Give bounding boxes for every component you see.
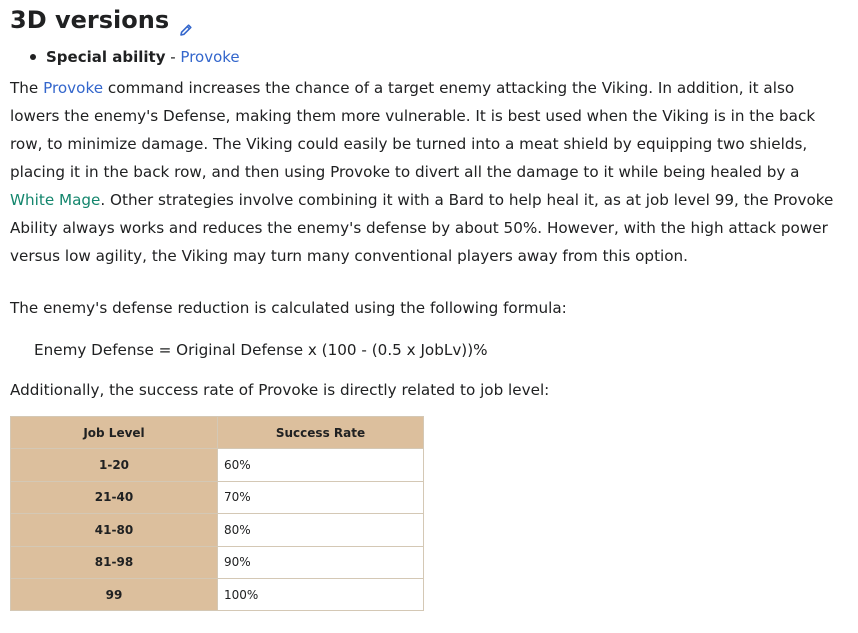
job-level-cell: 99	[11, 578, 218, 610]
special-ability-label: Special ability	[46, 48, 166, 66]
success-rate-cell: 70%	[218, 481, 424, 513]
table-row	[11, 514, 424, 546]
formula-intro: The enemy's defense reduction is calculated using the following formula:	[10, 299, 567, 317]
bullet-dot	[30, 54, 36, 60]
job-level-cell: 21-40	[11, 481, 218, 513]
success-rate-cell: 60%	[218, 449, 424, 481]
white-mage-link[interactable]: White Mage	[10, 191, 101, 209]
section-title: 3D versions	[10, 6, 170, 34]
success-rate-cell: 90%	[218, 546, 424, 578]
special-ability-item	[30, 46, 240, 68]
success-rate-cell: 100%	[218, 578, 424, 610]
bullet-separator: -	[165, 48, 181, 66]
paragraph-text: command increases the chance of a target enemy attacking the Viking. In addition, it also lowers the enemy's Defense, making them more vulnerable. It is best used when the Viking is in the back row, to minimize damage. The Viking could easily be turned into a meat shield by equipping two shields, placing it in the back row, and then using Provoke to divert all the damage to it while being healed by a	[10, 79, 816, 181]
success-rate-intro: Additionally, the success rate of Provoke is directly related to job level:	[10, 381, 550, 399]
provoke-link[interactable]: Provoke	[180, 48, 240, 66]
job-level-cell: 1-20	[11, 449, 218, 481]
success-rate-header: Success Rate	[218, 417, 424, 449]
table-row	[11, 546, 424, 578]
job-level-cell: 81-98	[11, 546, 218, 578]
defense-formula: Enemy Defense = Original Defense x (100 - (0.5 x JobLv))%	[34, 341, 488, 359]
paragraph-text: . Other strategies involve combining it with a Bard to help heal it, as at job level 99, the Provoke Ability always works and reduces the enemy's defense by about 50%. However, with the high attack power versus low agility, the Viking may turn many conventional players away from this option.	[10, 191, 834, 265]
success-rate-cell: 80%	[218, 514, 424, 546]
pencil-icon[interactable]	[179, 14, 193, 28]
job-level-header: Job Level	[11, 417, 218, 449]
table-row	[11, 449, 424, 481]
table-row	[11, 578, 424, 610]
description-paragraph	[10, 74, 840, 270]
table-header-row	[11, 417, 424, 449]
paragraph-text: The	[10, 79, 44, 97]
provoke-inline-link[interactable]: Provoke	[43, 79, 104, 97]
section-heading	[10, 5, 193, 35]
table-row	[11, 481, 424, 513]
job-level-cell: 41-80	[11, 514, 218, 546]
success-rate-table	[10, 416, 424, 611]
